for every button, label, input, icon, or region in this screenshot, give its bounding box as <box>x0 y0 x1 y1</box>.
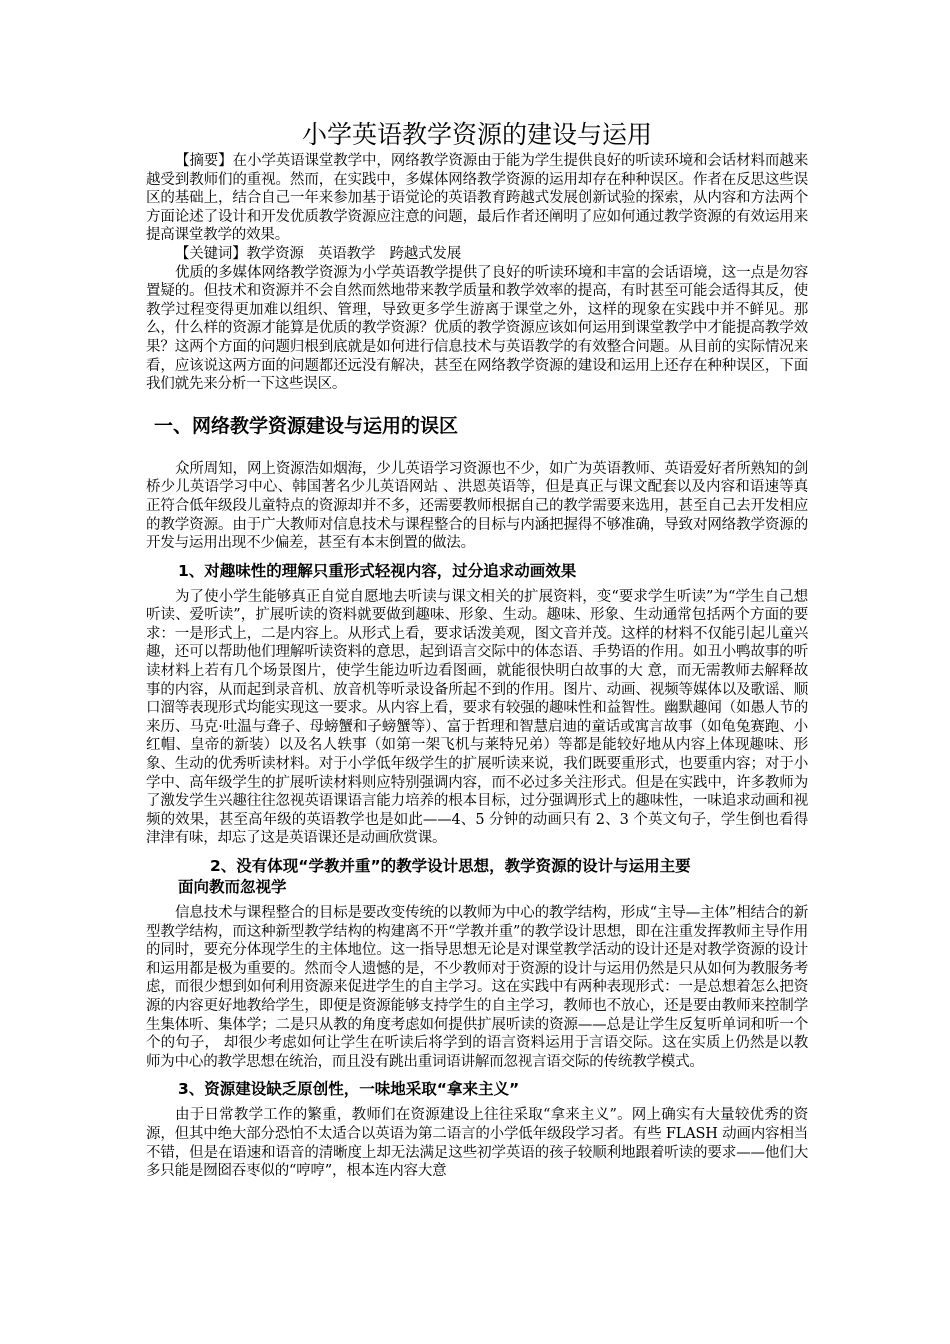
section-1-heading: 一、网络教学资源建设与运用的误区 <box>154 414 459 437</box>
section-1-paragraph: 众所周知，网上资源浩如烟海，少儿英语学习资源也不少，如广为英语教师、英语爱好者所熟知的剑桥少儿英语学习中心、韩国著名少儿英语网站 、洪恩英语等，但是真正与课文配套以及内容和语速等真正符合低年级段儿童特点的资源却并不多，还需要教师根据自己的教学需要来选用，甚至自己去开发相应的教学资源。由于广大教师对信息技术与课程整合的目标与内涵把握得不够准确，导致对网络教学资源的开发与运用出现不少偏差，甚至有本末倒置的做法。 <box>146 460 808 552</box>
page-title: 小学英语教学资源的建设与运用 <box>301 120 652 149</box>
subsection-3-heading: 3、资源建设缺乏原创性，一味地采取“拿来主义” <box>178 1080 520 1099</box>
subsection-1-paragraph: 为了使小学生能够真正自觉自愿地去听读与课文相关的扩展资料，变“要求学生听读”为“学生自己想听读、爱听读”，扩展听读的资料就要做到趣味、形象、生动。趣味、形象、生动通常包括两个方面的要求：一是形式上，二是内容上。从形式上看，要求话泼美观，图文音并茂。这样的材料不仅能引起儿童兴趣，还可以帮助他们理解听读资料的意思，起到语言交际中的体态语、手势语的作用。如丑小鸭故事的听读材料上若有几个场景图片，使学生能边听边看图画，就能很快明白故事的大 意，而无需教师去解释故事的内容，从而起到录音机、放音机等听录设备所起不到的作用。图片、动画、视频等媒体以及歌谣、顺口溜等表现形式均能实现这一要求。从内容上看，要求有较强的趣味性和益智性。幽默趣闻（如愚人节的来历、马克·吐温与聋子、母螃蟹和子螃蟹等）、富于哲理和智慧启迪的童话或寓言故事（如龟兔赛跑、小红帽、皇帝的新装）以及名人轶事（如第一架飞机与莱特兄弟）等都是能较好地从内容上体现趣味、形象、生动的优秀听读材料。对于小学低年级学生的扩展听读来说，我们既要重形式，也要重内容；对于小学中、高年级学生的扩展听读材料则应特别强调内容，而不必过多关注形式。但是在实践中，许多教师为了激发学生兴趣往往忽视英语课语言能力培养的根本目标，过分强调形式上的趣味性，一味追求动画和视频的效果，甚至高年级的英语教学也是如此——4、5 分钟的动画只有 2、3 个英文句子，学生倒也看得津津有味，却忘了这是英语课还是动画欣赏课。 <box>146 588 808 847</box>
intro-paragraph: 优质的多媒体网络教学资源为小学英语教学提供了良好的听读环境和丰富的会话语境，这一点是勿容置疑的。但技术和资源并不会自然而然地带来教学质量和教学效率的提高，有时甚至可能会适得其反，使教学过程变得更加难以组织、管理，导致更多学生游离于课堂之外，这样的现象在实践中并不鲜见。那么，什么样的资源才能算是优质的教学资源？优质的教学资源应该如何运用到课堂教学中才能提高教学效果？这两个方面的问题归根到底就是如何进行信息技术与英语教学的有效整合问题。从目前的实际情况来看，应该说这两方面的问题都还远没有解决，甚至在网络教学资源的建设和运用上还存在种种误区，下面我们就先来分析一下这些误区。 <box>146 264 808 393</box>
abstract: 【摘要】在小学英语课堂教学中，网络教学资源由于能为学生提供良好的听读环境和会话材料而越来越受到教师们的重视。然而，在实践中，多媒体网络教学资源的运用却存在种种误区。作者在反思这些误区的基础上，结合自己一年来参加基于语觉论的英语教育跨越式发展创新试验的探索，从内容和方法两个方面论述了设计和开发优质教学资源应注意的问题，最后作者还阐明了应如何通过教学资源的有效运用来提高课堂教学的效果。 <box>146 153 808 244</box>
subsection-1-heading: 1、对趣味性的理解只重形式轻视内容，过分追求动画效果 <box>178 561 577 580</box>
document-page <box>146 118 808 1181</box>
subsection-2-heading-line1: 2、没有体现“学教并重”的教学设计思想，教学资源的设计与运用主要 <box>210 857 691 875</box>
subsection-2-paragraph: 信息技术与课程整合的目标是要改变传统的以教师为中心的教学结构，形成“主导—主体”相结合的新型教学结构，而这种新型教学结构的构建离不开“学教并重”的教学设计思想，即在注重发挥教师主导作用的同时，要充分体现学生的主体地位。这一指导思想无论是对课堂教学活动的设计还是对教学资源的设计和运用都是极为重要的。然而令人遗憾的是，不少教师对于资源的设计与运用仍然是只从如何为教服务考虑，而很少想到如何利用资源来促进学生的自主学习。这在实践中有两种表现形式：一是总想着怎么把资源的内容更好地教给学生，即便是资源能够支持学生的自主学习，教师也不放心，还是要由教师来控制学生集体听、集体学；二是只从教的角度考虑如何提供扩展听读的资源——总是让学生反复听单词和听一个个的句子， 却很少考虑如何让学生在听读后将学到的语言资料运用于言语交际。这在实质上仍然是以教师为中心的教学思想在统治，而且没有跳出重词语讲解而忽视言语交际的传统教学模式。 <box>146 905 808 1070</box>
subsection-2-heading <box>146 856 808 898</box>
keywords: 【关键词】教学资源 英语教学 跨越式发展 <box>175 245 461 262</box>
subsection-3-paragraph: 由于日常教学工作的繁重，教师们在资源建设上往往采取“拿来主义”。网上确实有大量较优秀的资源，但其中绝大部分恐怕不太适合以英语为第二语言的小学低年级段学习者。有些 FLASH 动画内容相当不错，但是在语速和语音的清晰度上却无法满足这些初学英语的孩子较顺利地跟着听读的要求——他们大多只能是囫囵吞枣似的“哼哼”，根本连内容大意 <box>146 1107 808 1180</box>
subsection-2-heading-line2: 面向教而忽视学 <box>178 878 287 896</box>
